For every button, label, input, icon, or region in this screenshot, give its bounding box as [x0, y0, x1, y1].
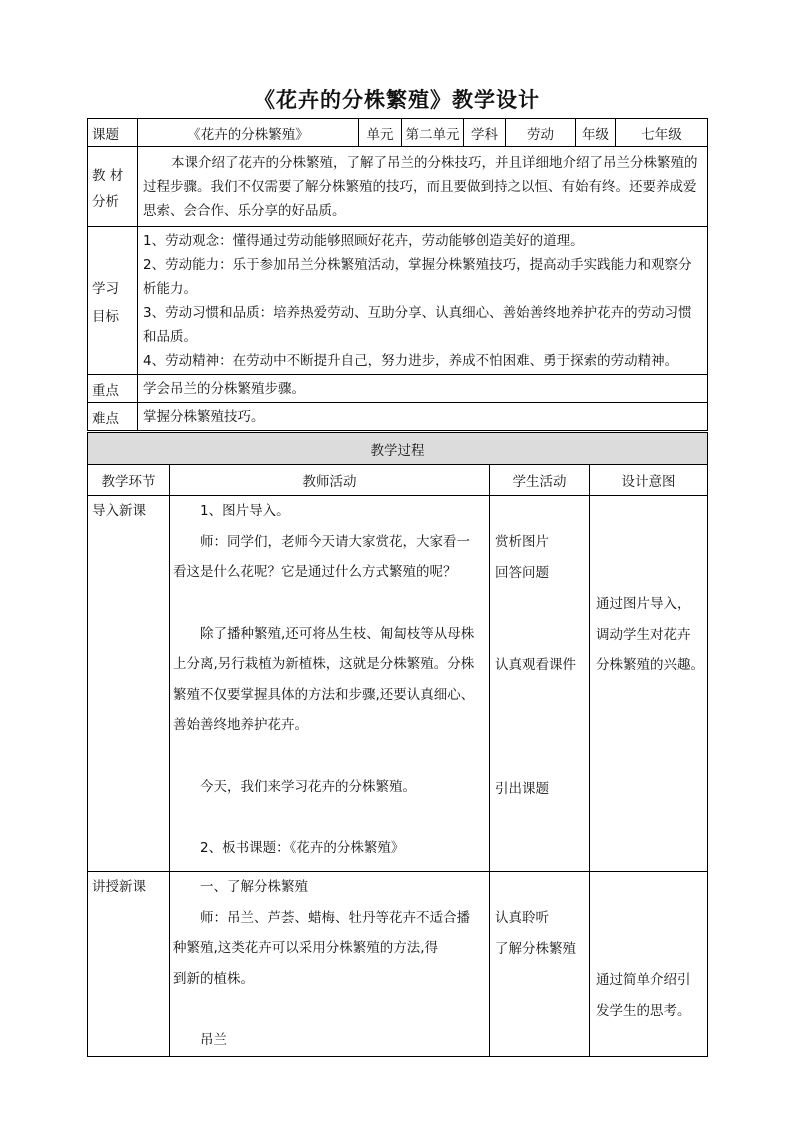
goal-item: 4、劳动精神：在劳动中不断提升自己，努力进步，养成不怕困难、勇于探索的劳动精神。	[143, 352, 679, 369]
subject-label: 学科	[464, 119, 506, 147]
goals-list	[138, 227, 708, 375]
analysis-label-line1: 教 材	[92, 167, 124, 184]
goal-item: 1、劳动观念：懂得通过劳动能够照顾好花卉，劳动能够创造美好的道理。	[143, 232, 584, 249]
teacher-activity	[170, 872, 490, 1057]
student-activity	[490, 496, 590, 872]
stage-row-new-lesson	[88, 872, 708, 1057]
teacher-line: 师：吊兰、芦荟、蜡梅、牡丹等花卉不适合播	[200, 909, 470, 926]
topic-label: 课题	[88, 119, 138, 147]
teacher-line: 善始善终地养护花卉。	[173, 717, 308, 733]
topic-value: 《花卉的分株繁殖》	[138, 119, 359, 147]
analysis-row	[88, 147, 708, 227]
goal-item: 2、劳动能力：乐于参加吊兰分株繁殖活动，掌握分株繁殖技巧，提高动手实践能力和观察分析能力。	[143, 256, 692, 297]
difficulty-label: 难点	[88, 403, 138, 431]
design-line: 调动学生对花卉	[596, 626, 691, 643]
column-header: 教学环节	[88, 465, 170, 496]
difficulty-text: 掌握分株繁殖技巧。	[138, 403, 708, 431]
teaching-process-table	[87, 432, 708, 1057]
design-line: 发学生的思考。	[596, 1002, 691, 1019]
column-header-row	[88, 465, 708, 496]
document-title: 《花卉的分株繁殖》教学设计	[254, 88, 540, 112]
goals-label-line2: 目标	[92, 308, 119, 325]
analysis-label-line2: 分析	[92, 193, 119, 210]
process-heading: 教学过程	[88, 433, 708, 465]
student-line: 回答问题	[495, 564, 549, 581]
teacher-line: 看这是什么花呢？它是通过什么方式繁殖的呢？	[173, 564, 457, 580]
lesson-info-table	[87, 118, 708, 431]
stage-name-text: 导入新课	[92, 503, 146, 519]
design-line: 分株繁殖的兴趣。	[596, 657, 704, 673]
design-line: 通过图片导入，	[596, 596, 691, 612]
design-intent	[590, 496, 708, 872]
difficulty-row	[88, 403, 708, 431]
teacher-line: 繁殖不仅要掌握具体的方法和步骤,还要认真细心、	[173, 686, 475, 703]
design-intent	[590, 872, 708, 1057]
teacher-line: 师：同学们，老师今天请大家赏花，大家看一	[200, 533, 470, 550]
stage-name	[88, 496, 170, 872]
grade-label: 年级	[576, 119, 616, 147]
stage-name	[88, 872, 170, 1057]
unit-label: 单元	[359, 119, 402, 147]
design-line: 通过简单介绍引	[596, 972, 691, 988]
teacher-activity	[170, 496, 490, 872]
key-point-label: 重点	[88, 375, 138, 403]
column-header: 学生活动	[490, 465, 590, 496]
goals-label-line1: 学习	[92, 280, 119, 297]
analysis-label	[88, 147, 138, 227]
teacher-line: 上分离,另行栽植为新植株，这就是分株繁殖。分株	[173, 656, 475, 672]
process-heading-row	[88, 433, 708, 465]
key-point-row	[88, 375, 708, 403]
student-line: 认真观看课件	[495, 657, 576, 673]
teacher-line: 2、板书课题：《花卉的分株繁殖》	[200, 840, 405, 856]
subject-value: 劳动	[506, 119, 576, 147]
info-row	[88, 119, 708, 147]
student-line: 认真聆听	[495, 910, 549, 926]
teacher-line: 种繁殖,这类花卉可以采用分株繁殖的方法,得	[173, 940, 439, 956]
key-point-text: 学会吊兰的分株繁殖步骤。	[138, 375, 708, 403]
student-line: 引出课题	[495, 780, 549, 797]
analysis-text: 本课介绍了花卉的分株繁殖，了解了吊兰的分株技巧，并且详细地介绍了吊兰分株繁殖的过程步骤。我们不仅需要了解分株繁殖的技巧，而且要做到持之以恒、有始有终。还要养成爱思索、会合作、乐分享的好品质。	[138, 147, 708, 227]
column-header: 设计意图	[590, 465, 708, 496]
stage-row-intro	[88, 496, 708, 872]
stage-name-text: 讲授新课	[92, 879, 146, 895]
teacher-line: 到新的植株。	[173, 970, 254, 987]
student-line: 了解分株繁殖	[495, 940, 576, 957]
grade-value: 七年级	[616, 119, 708, 147]
student-activity	[490, 872, 590, 1057]
teacher-line: 今天，我们来学习花卉的分株繁殖。	[200, 778, 416, 795]
teacher-line: 一、了解分株繁殖	[200, 879, 308, 895]
goal-item: 3、劳动习惯和品质：培养热爱劳动、互助分享、认真细心、善始善终地养护花卉的劳动习惯和品质。	[143, 304, 692, 345]
student-line: 赏析图片	[495, 534, 549, 550]
teacher-line: 吊兰	[200, 1032, 227, 1048]
unit-value: 第二单元	[402, 119, 464, 147]
goals-row	[88, 227, 708, 375]
goals-label	[88, 227, 138, 375]
teacher-line: 1、图片导入。	[200, 503, 290, 519]
column-header: 教师活动	[170, 465, 490, 496]
teacher-line: 除了播种繁殖,还可将丛生枝、匍匐枝等从母株	[200, 625, 475, 642]
